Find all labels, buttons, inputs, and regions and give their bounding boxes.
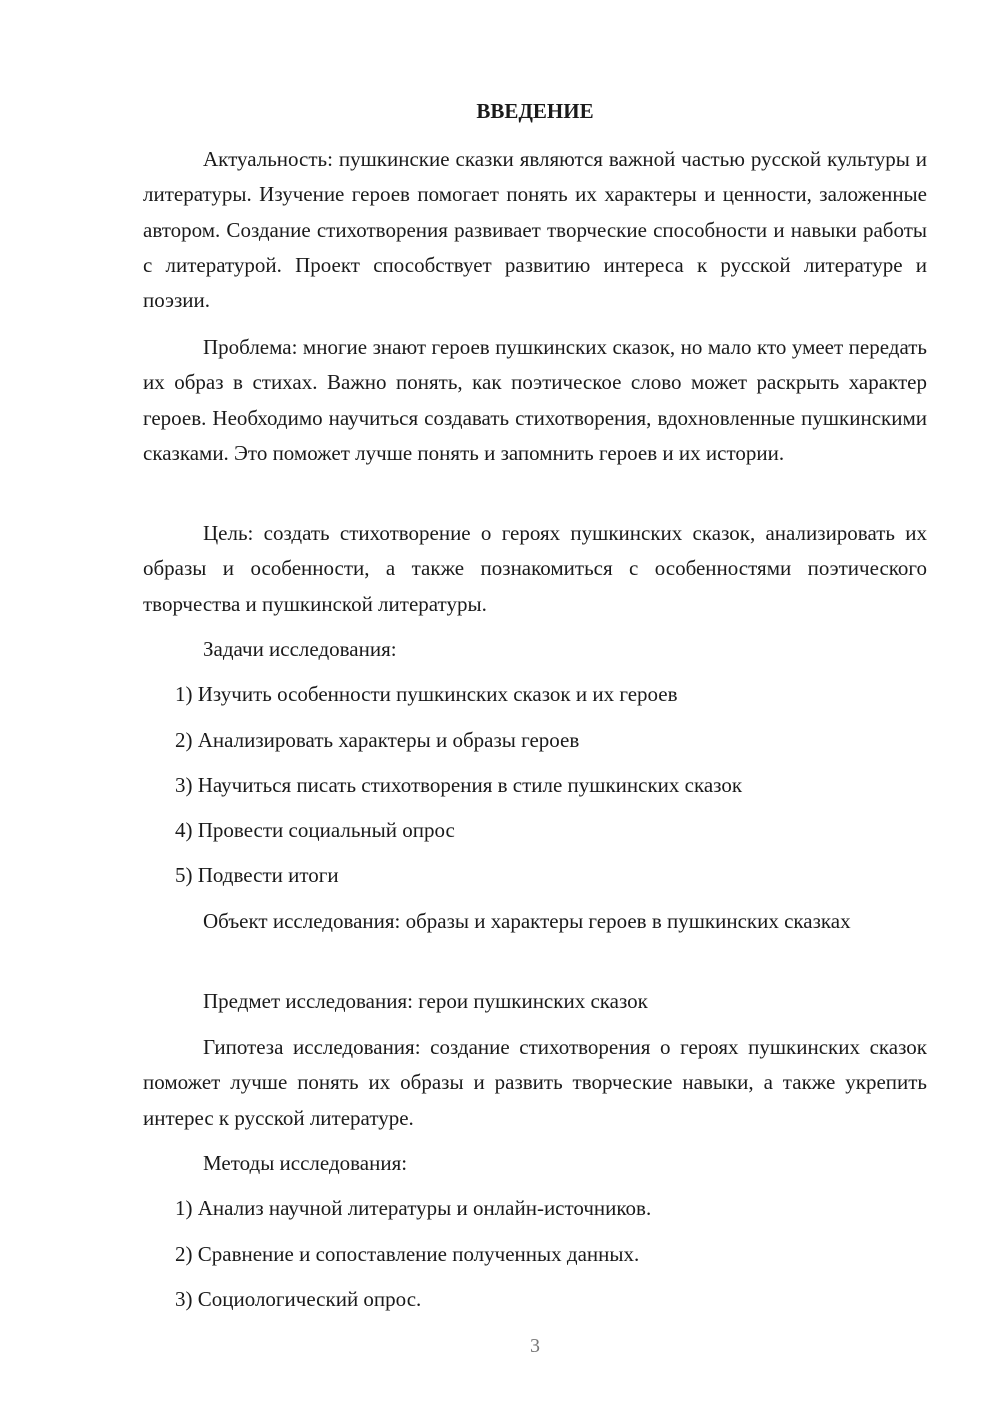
goal-paragraph: Цель: создать стихотворение о героях пушкинских сказок, анализировать их образы и особенности, а также познакомиться с особенностями поэтического творчества и пушкинской литературы. [143, 521, 927, 616]
task-item: 3) Научиться писать стихотворения в стиле пушкинских сказок [175, 773, 743, 797]
relevance-paragraph: Актуальность: пушкинские сказки являются важной частью русской культуры и литературы. Изучение героев помогает понять их характеры и ценности, заложенные автором. Создание стихотворения развивает творческие способности и навыки работы с литературой. Проект способствует развитию интереса к русской литературе и поэзии. [143, 147, 927, 313]
method-item: 3) Социологический опрос. [175, 1287, 422, 1311]
object-paragraph: Объект исследования: образы и характеры героев в пушкинских сказках [203, 909, 851, 933]
task-item: 5) Подвести итоги [175, 863, 339, 887]
page-title: ВВЕДЕНИЕ [476, 99, 594, 123]
tasks-heading: Задачи исследования: [203, 637, 397, 661]
task-item: 1) Изучить особенности пушкинских сказок и их героев [175, 682, 678, 706]
subject-paragraph: Предмет исследования: герои пушкинских сказок [203, 989, 648, 1013]
page-number: 3 [530, 1335, 540, 1357]
method-item: 1) Анализ научной литературы и онлайн-источников. [175, 1196, 652, 1220]
task-item: 4) Провести социальный опрос [175, 818, 455, 842]
methods-heading: Методы исследования: [203, 1151, 408, 1175]
task-item: 2) Анализировать характеры и образы героев [175, 728, 580, 752]
problem-paragraph: Проблема: многие знают героев пушкинских сказок, но мало кто умеет передать их образ в стихах. Важно понять, как поэтическое слово может раскрыть характер героев. Необходимо научиться создавать стихотворения, вдохновленные пушкинскими сказками. Это поможет лучше понять и запомнить героев и их истории. [143, 335, 927, 465]
hypothesis-paragraph: Гипотеза исследования: создание стихотворения о героях пушкинских сказок поможет лучше понять их образы и развить творческие навыки, а также укрепить интерес к русской литературе. [143, 1035, 927, 1130]
method-item: 2) Сравнение и сопоставление полученных данных. [175, 1242, 640, 1266]
